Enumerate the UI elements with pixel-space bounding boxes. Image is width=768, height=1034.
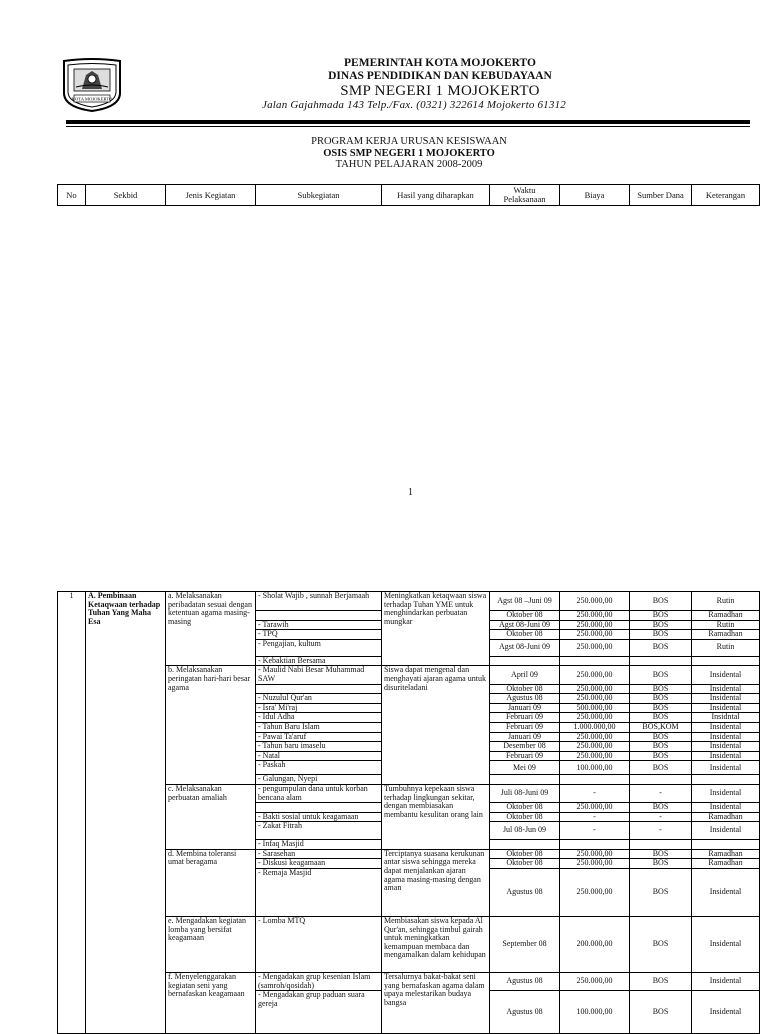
keterangan-cell: Insidental <box>692 973 760 991</box>
subkegiatan-cell <box>256 611 382 621</box>
keterangan-cell: Insidental <box>692 822 760 840</box>
keterangan-cell: Insidental <box>692 917 760 973</box>
keterangan-cell: Insidental <box>692 751 760 761</box>
jenis-kegiatan-cell: e. Mengadakan kegiatan lomba yang bersifat keagamaan <box>166 917 256 973</box>
subkegiatan-cell: - Tarawih <box>256 620 382 630</box>
column-header: No <box>58 185 86 206</box>
jenis-kegiatan-cell: b. Melaksanakan peringatan hari-hari besar agama <box>166 666 256 785</box>
subkegiatan-cell: - Pengajian, kultum <box>256 639 382 656</box>
hasil-cell: Tumbuhnya kepekaan siswa terhadap lingkungan sekitar, dengan membiasakan membantu kesulitan orang lain <box>382 784 490 849</box>
header-divider <box>66 120 750 124</box>
waktu-cell: Jul 08-Jun 09 <box>490 822 560 840</box>
biaya-cell: 100.000,00 <box>560 761 630 775</box>
sumber-dana-cell: BOS <box>630 666 692 684</box>
keterangan-cell: Ramadhan <box>692 849 760 859</box>
sumber-dana-cell: BOS <box>630 684 692 694</box>
keterangan-cell: Ramadhan <box>692 859 760 869</box>
keterangan-cell: Insidental <box>692 869 760 917</box>
biaya-cell: 250.000,00 <box>560 694 630 704</box>
subkegiatan-cell: - Diskusi keagamaan <box>256 859 382 869</box>
jenis-kegiatan-cell: c. Melaksanakan perbuatan amaliah <box>166 784 256 849</box>
waktu-cell: Juli 08-Juni 09 <box>490 784 560 802</box>
subkegiatan-cell: - Galungan, Nyepi <box>256 775 382 785</box>
keterangan-cell <box>692 656 760 666</box>
jenis-kegiatan-cell: a. Melaksanakan peribadatan sesuai dengan ketentuan agama masing-masing <box>166 592 256 666</box>
subkegiatan-cell: - Idul Adha <box>256 713 382 723</box>
subkegiatan-cell: - Pawai Ta'aruf <box>256 732 382 742</box>
waktu-cell <box>490 840 560 850</box>
waktu-cell: Mei 09 <box>490 761 560 775</box>
keterangan-cell: Insidental <box>692 666 760 684</box>
biaya-cell: 250.000,00 <box>560 869 630 917</box>
subkegiatan-cell: - Sarasehan <box>256 849 382 859</box>
city-seal-logo <box>60 57 124 113</box>
keterangan-cell: Insidental <box>692 761 760 775</box>
biaya-cell: 250.000,00 <box>560 611 630 621</box>
sumber-dana-cell: - <box>630 784 692 802</box>
keterangan-cell: Insidental <box>692 991 760 1034</box>
waktu-cell <box>490 775 560 785</box>
sumber-dana-cell: BOS <box>630 849 692 859</box>
program-table <box>57 591 760 1034</box>
biaya-cell <box>560 775 630 785</box>
biaya-cell: - <box>560 784 630 802</box>
column-header-table <box>57 184 760 206</box>
subkegiatan-cell: - Natal <box>256 751 382 761</box>
waktu-cell: Desember 08 <box>490 742 560 752</box>
biaya-cell: 1.000.000,00 <box>560 722 630 732</box>
waktu-cell: September 08 <box>490 917 560 973</box>
column-header: Jenis Kegiatan <box>166 185 256 206</box>
subkegiatan-cell: - Infaq Masjid <box>256 840 382 850</box>
biaya-cell: 250.000,00 <box>560 592 630 611</box>
sumber-dana-cell: - <box>630 812 692 822</box>
biaya-cell: 100.000,00 <box>560 991 630 1034</box>
waktu-cell: Oktober 08 <box>490 803 560 813</box>
subkegiatan-cell: - pengumpulan dana untuk korban bencana alam <box>256 784 382 802</box>
sumber-dana-cell: BOS <box>630 973 692 991</box>
hasil-cell: Membiasakan siswa kepada Al Qur'an, sehingga timbul gairah untuk meningkatkan kemampuan membaca dan mengamalkan dalam kehidupan <box>382 917 490 973</box>
header-divider-thin <box>66 126 750 127</box>
keterangan-cell <box>692 840 760 850</box>
sumber-dana-cell: BOS <box>630 991 692 1034</box>
school-name: SMP NEGERI 1 MOJOKERTO <box>340 83 540 99</box>
biaya-cell: 250.000,00 <box>560 849 630 859</box>
hasil-cell: Siswa dapat mengenal dan menghayati ajaran agama untuk disuriteladani <box>382 666 490 785</box>
column-header: Sumber Dana <box>630 185 692 206</box>
table-row <box>58 592 760 611</box>
waktu-cell <box>490 656 560 666</box>
subkegiatan-cell: - Bakti sosial untuk keagamaan <box>256 812 382 822</box>
subkegiatan-cell: - Mengadakan grup paduan suara gereja <box>256 991 382 1034</box>
waktu-cell: Oktober 08 <box>490 812 560 822</box>
sumber-dana-cell: BOS,KOM <box>630 722 692 732</box>
subkegiatan-cell: - Remaja Masjid <box>256 869 382 917</box>
keterangan-cell: Rutin <box>692 592 760 611</box>
biaya-cell <box>560 656 630 666</box>
waktu-cell: Agustus 08 <box>490 694 560 704</box>
biaya-cell: 500.000,00 <box>560 703 630 713</box>
sumber-dana-cell: BOS <box>630 620 692 630</box>
keterangan-cell: Insidental <box>692 803 760 813</box>
waktu-cell: Agustus 08 <box>490 973 560 991</box>
waktu-cell: Agst 08-Juni 09 <box>490 639 560 656</box>
waktu-cell: Oktober 08 <box>490 684 560 694</box>
keterangan-cell: Insidental <box>692 732 760 742</box>
sumber-dana-cell: BOS <box>630 761 692 775</box>
column-header: Biaya <box>560 185 630 206</box>
program-title <box>200 136 618 171</box>
keterangan-cell: Insidental <box>692 722 760 732</box>
keterangan-cell: Ramadhan <box>692 630 760 640</box>
subkegiatan-cell <box>256 684 382 694</box>
page-number: 1 <box>408 487 413 498</box>
waktu-cell: Agst 08-Juni 09 <box>490 620 560 630</box>
sumber-dana-cell <box>630 656 692 666</box>
department-name: DINAS PENDIDIKAN DAN KEBUDAYAAN <box>328 70 552 82</box>
program-title-line1: PROGRAM KERJA URUSAN KESISWAAN <box>311 136 507 147</box>
letterhead <box>220 57 660 100</box>
subkegiatan-cell: - Mengadakan grup kesenian Islam (samroh/qosidah) <box>256 973 382 991</box>
subkegiatan-cell: - Paskah <box>256 761 382 775</box>
biaya-cell: 250.000,00 <box>560 732 630 742</box>
waktu-cell: Januari 09 <box>490 703 560 713</box>
keterangan-cell: Rutin <box>692 639 760 656</box>
waktu-cell: Oktober 08 <box>490 630 560 640</box>
waktu-cell: Agst 08 –Juni 09 <box>490 592 560 611</box>
sumber-dana-cell: BOS <box>630 859 692 869</box>
biaya-cell: - <box>560 822 630 840</box>
subkegiatan-cell: - Maulid Nabi Besar Muhammad SAW <box>256 666 382 684</box>
sumber-dana-cell: BOS <box>630 917 692 973</box>
sekbid-cell: A. Pembinaan Ketaqwaan terhadap Tuhan Yang Maha Esa <box>86 592 166 1034</box>
row-number: 1 <box>58 592 86 1034</box>
subkegiatan-cell: - Sholat Wajib , sunnah Berjamaah <box>256 592 382 611</box>
biaya-cell: 250.000,00 <box>560 684 630 694</box>
svg-text:KOTA MOJOKERTO: KOTA MOJOKERTO <box>71 96 113 102</box>
waktu-cell: Oktober 08 <box>490 849 560 859</box>
sumber-dana-cell: BOS <box>630 630 692 640</box>
subkegiatan-cell: - TPQ <box>256 630 382 640</box>
sumber-dana-cell: BOS <box>630 751 692 761</box>
biaya-cell: 250.000,00 <box>560 751 630 761</box>
hasil-cell: Terciptanya suasana kerukunan antar siswa sehingga mereka dapat menjalankan ajaran agama masing-masing dengan aman <box>382 849 490 916</box>
keterangan-cell: Insidental <box>692 694 760 704</box>
keterangan-cell: Ramadhan <box>692 611 760 621</box>
sumber-dana-cell: BOS <box>630 742 692 752</box>
jenis-kegiatan-cell: f. Menyelenggarakan kegiatan seni yang bernafaskan keagamaan <box>166 973 256 1034</box>
waktu-cell: Agustus 08 <box>490 869 560 917</box>
sumber-dana-cell: BOS <box>630 694 692 704</box>
column-header: Sekbid <box>86 185 166 206</box>
biaya-cell: 250.000,00 <box>560 803 630 813</box>
keterangan-cell: Insidental <box>692 784 760 802</box>
biaya-cell: 250.000,00 <box>560 713 630 723</box>
sumber-dana-cell: BOS <box>630 639 692 656</box>
subkegiatan-cell: - Kebaktian Bersama <box>256 656 382 666</box>
biaya-cell: 250.000,00 <box>560 742 630 752</box>
sumber-dana-cell <box>630 840 692 850</box>
keterangan-cell: Insidental <box>692 684 760 694</box>
school-address: Jalan Gajahmada 143 Telp./Fax. (0321) 322614 Mojokerto 61312 <box>262 99 566 111</box>
sumber-dana-cell: BOS <box>630 803 692 813</box>
subkegiatan-cell: - Tahun Baru Islam <box>256 722 382 732</box>
waktu-cell: Januari 09 <box>490 732 560 742</box>
sumber-dana-cell: BOS <box>630 611 692 621</box>
biaya-cell: 250.000,00 <box>560 630 630 640</box>
hasil-cell: Meningkatkan ketaqwaan siswa terhadap Tuhan YME untuk menghindarkan perbuatan mungkar <box>382 592 490 666</box>
biaya-cell <box>560 840 630 850</box>
keterangan-cell: Ramadhan <box>692 812 760 822</box>
column-header-row <box>58 185 760 206</box>
sumber-dana-cell: BOS <box>630 703 692 713</box>
biaya-cell: - <box>560 812 630 822</box>
biaya-cell: 250.000,00 <box>560 639 630 656</box>
subkegiatan-cell: - Zakat Fitrah <box>256 822 382 840</box>
government-name: PEMERINTAH KOTA MOJOKERTO <box>344 57 536 69</box>
waktu-cell: Februari 09 <box>490 722 560 732</box>
waktu-cell: April 09 <box>490 666 560 684</box>
column-header: Keterangan <box>692 185 760 206</box>
waktu-cell: Oktober 08 <box>490 611 560 621</box>
subkegiatan-cell: - Lomba MTQ <box>256 917 382 973</box>
keterangan-cell: Insidental <box>692 703 760 713</box>
biaya-cell: 200.000,00 <box>560 917 630 973</box>
sumber-dana-cell: BOS <box>630 732 692 742</box>
column-header: Waktu Pelaksanaan <box>490 185 560 206</box>
column-header: Hasil yang diharapkan <box>382 185 490 206</box>
biaya-cell: 250.000,00 <box>560 620 630 630</box>
hasil-cell: Tersalurnya bakat-bakat seni yang bernafaskan agama dalam upaya melestarikan budaya bangsa <box>382 973 490 1034</box>
program-title-line3: TAHUN PELAJARAN 2008-2009 <box>335 159 483 170</box>
sumber-dana-cell: BOS <box>630 713 692 723</box>
biaya-cell: 250.000,00 <box>560 666 630 684</box>
sumber-dana-cell <box>630 775 692 785</box>
subkegiatan-cell: - Isra' Mi'raj <box>256 703 382 713</box>
keterangan-cell <box>692 775 760 785</box>
keterangan-cell: Insidntal <box>692 713 760 723</box>
subkegiatan-cell: - Tahun baru imaselu <box>256 742 382 752</box>
keterangan-cell: Rutin <box>692 620 760 630</box>
waktu-cell: Februari 09 <box>490 713 560 723</box>
sumber-dana-cell: BOS <box>630 869 692 917</box>
column-header: Subkegiatan <box>256 185 382 206</box>
sumber-dana-cell: - <box>630 822 692 840</box>
keterangan-cell: Insidental <box>692 742 760 752</box>
jenis-kegiatan-cell: d. Membina toleransi umat beragama <box>166 849 256 916</box>
waktu-cell: Februari 09 <box>490 751 560 761</box>
biaya-cell: 250.000,00 <box>560 859 630 869</box>
waktu-cell: Agustus 08 <box>490 991 560 1034</box>
subkegiatan-cell: - Nuzulul Qur'an <box>256 694 382 704</box>
biaya-cell: 250.000,00 <box>560 973 630 991</box>
subkegiatan-cell <box>256 803 382 813</box>
sumber-dana-cell: BOS <box>630 592 692 611</box>
waktu-cell: Oktober 08 <box>490 859 560 869</box>
document-page-2 <box>0 588 768 1024</box>
program-title-line2: OSIS SMP NEGERI 1 MOJOKERTO <box>323 147 495 159</box>
